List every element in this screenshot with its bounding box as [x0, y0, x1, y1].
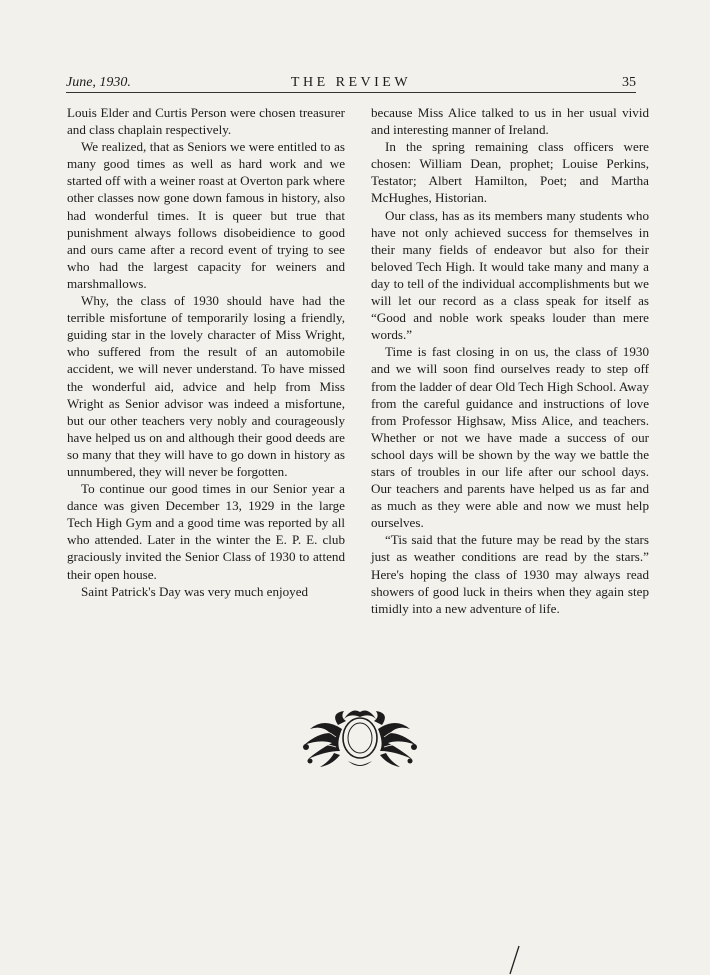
paragraph: “Tis said that the future may be read by the stars just as weather conditions are read by the stars.” Here's hoping the class of 1930 may always read showers of good luck in theirs when they again step timidly into a new adventure of life.	[371, 532, 649, 616]
paragraph: We realized, that as Seniors we were entitled to as many good times as well as hard work and we started off with a weiner roast at Overton park where other classes now gone down famous in history, also had wonderful times. It is queer but true that punishment always follows disobeidience to good and ours came after a record event of trying to see who had the largest capacity for weiners and marshmallows.	[67, 139, 345, 291]
right-column	[371, 104, 649, 617]
page-number: 35	[622, 75, 636, 90]
paragraph: Louis Elder and Curtis Person were chosen treasurer and class chaplain respectively.	[67, 105, 345, 138]
acanthus-ornament-icon	[300, 703, 420, 773]
paragraph: Why, the class of 1930 should have had the terrible misfortune of temporarily losing a friendly, guiding star in the lovely character of Miss Wright, who suffered from the result of an automobile accident, we will never understand. To have missed the wonderful aid, advice and help from Miss Wright as Senior advisor was indeed a misfortune, but our other teachers very nobly and courageously have helped us on and although their good deeds are so many that they will have to go down in history as unnumbered, they will never be forgotten.	[67, 293, 345, 479]
paragraph: In the spring remaining class officers were chosen: William Dean, prophet; Louise Perkins, Testator; Albert Hamilton, Poet; and Martha McHughes, Historian.	[371, 139, 649, 206]
paragraph: Our class, has as its members many students who have not only achieved success for themselves in their many fields of endeavor but also for their beloved Tech High. It would take many and many a day to tell of the individual accomplishments but we will let our record as a class speak for itself as “Good and noble work speaks louder than mere words.”	[371, 207, 649, 343]
running-header	[66, 75, 636, 93]
pencil-mark-icon	[507, 945, 521, 975]
paragraph: because Miss Alice talked to us in her usual vivid and interesting manner of Ireland.	[371, 105, 649, 138]
header-rule	[66, 92, 636, 93]
paragraph: Time is fast closing in on us, the class of 1930 and we will soon find ourselves ready to step off from the ladder of dear Old Tech High School. Away from the careful guidance and instructions of love from Professor Highsaw, Miss Alice, and teachers. Whether or not we have made a success of our school days will be shown by the way we battle the stars of troubles in our life after our school days. Our teachers and parents have helped us as far and as much as they were able and now we must help ourselves.	[371, 344, 649, 531]
left-column	[67, 104, 345, 600]
paragraph: To continue our good times in our Senior year a dance was given December 13, 1929 in the large Tech High Gym and a good time was reported by all who attended. Later in the winter the E. P. E. club graciously invited the Senior Class of 1930 to attend their open house.	[67, 481, 345, 582]
paragraph: Saint Patrick's Day was very much enjoyed	[81, 583, 309, 599]
publication-title: THE REVIEW	[290, 75, 412, 90]
issue-date: June, 1930.	[66, 75, 131, 90]
